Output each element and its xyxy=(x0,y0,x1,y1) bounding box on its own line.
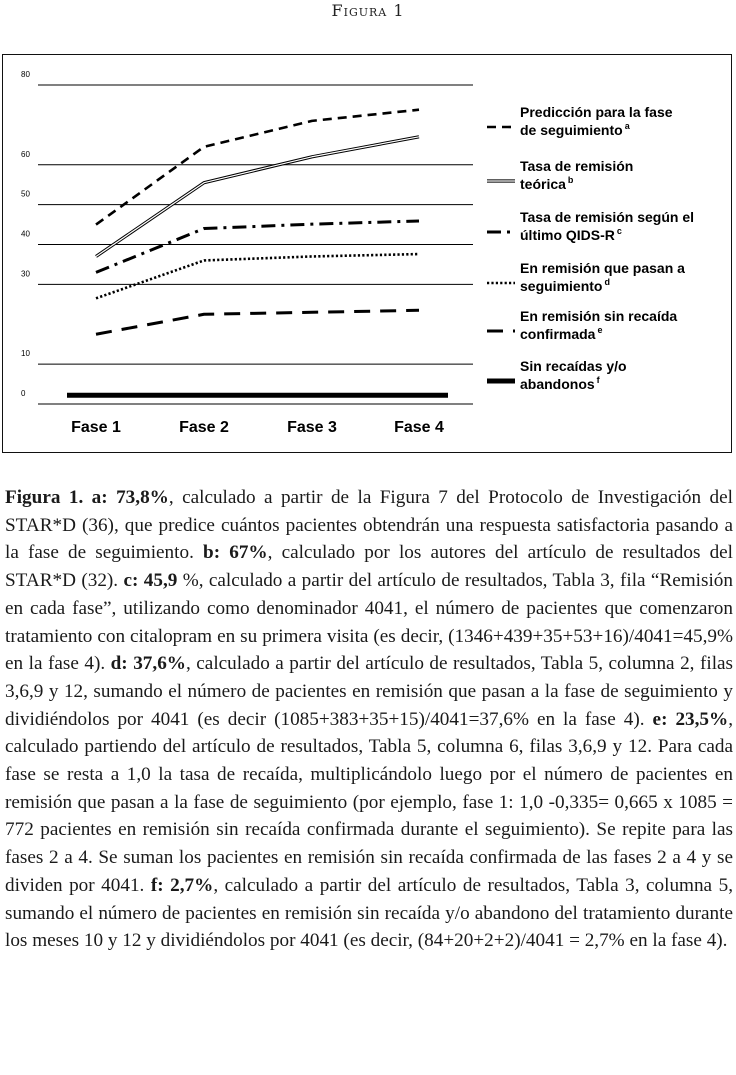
caption-text: , calculado partiendo del artículo de resultados, Tabla 5, columna 6, filas 3,6,9 y 12. Para cada fase se resta a 1,0 la tasa de recaída, multiplicándolo luego por el número de pacientes en remisión que pasan a la fase de seguimiento (por ejemplo, fase 1: 1,0 -0,335= 0,665 x 1085 = 772 pacientes en remisión sin recaída confirmada durante el seguimiento). Se repite para las fases 2 a 4. Se suman los pacientes en remisión sin recaída confirmada de las fases 2 a 4 y se dividen por 4041. xyxy=(5,708,734,896)
legend-label: teórica $^b$ xyxy=(520,175,574,192)
caption-text: %, calculado a partir del artículo de resultados, Tabla 3, fila “Remisión en cada fase”, utilizando como denominador 4041, el número de pacientes que comenzaron tratamiento con citalopram en su primera visita (es decir, (1346+439+35+53+16)/4041=45,9% en la fase 4). xyxy=(5,570,733,675)
caption-text: , calculado por los autores del artículo de resultados del STAR*D (32). xyxy=(5,542,734,592)
legend-superscript: e xyxy=(597,325,603,335)
series-line-4 xyxy=(96,254,419,298)
legend-label: En remisión sin recaída xyxy=(520,308,678,324)
series-line-1 xyxy=(96,110,419,225)
legend-label: último QIDS-R $^c$ xyxy=(520,226,622,243)
figure-caption xyxy=(5,484,733,955)
legend-label: Tasa de remisión según el xyxy=(520,209,695,225)
legend-superscript: f xyxy=(596,375,600,385)
y-tick-label: 10 xyxy=(21,349,30,359)
legend-superscript: b xyxy=(567,175,574,185)
legend-label: Sin recaídas y/o xyxy=(520,358,627,374)
series-line-3 xyxy=(96,221,419,272)
legend-label: abandonos $^f$ xyxy=(520,375,600,392)
legend-label: confirmada $^e$ xyxy=(520,325,603,342)
y-tick-label: 40 xyxy=(21,229,30,239)
caption-key-value: e: 23,5% xyxy=(652,708,729,730)
caption-key-value: f: 2,7% xyxy=(150,874,214,896)
x-tick-label: Fase 3 xyxy=(287,419,337,436)
caption-key-value: d: 37,6% xyxy=(110,653,186,675)
y-tick-label: 30 xyxy=(21,269,30,279)
legend-label: seguimiento $^d$ xyxy=(520,277,610,294)
caption-text: , calculado a partir del artículo de resultados, Tabla 3, columna 5, sumando el número de pacientes en remisión sin recaída y/o abandono del tratamiento durante los meses 10 y 12 y dividiéndolos por 4041 (es decir, (84+20+2+2)/4041 = 2,7% en la fase 4). xyxy=(5,874,733,952)
legend-superscript: a xyxy=(624,121,630,131)
figure-title: Figura 1 xyxy=(331,1,405,20)
caption-text: , calculado a partir de la Figura 7 del Protocolo de Investigación del STAR*D (36), que predice cuántos pacientes obtendrán una respuesta satisfactoria pasando a la fase de seguimiento. xyxy=(5,487,733,564)
legend-label: Predicción para la fase xyxy=(520,104,673,120)
caption-text: , calculado a partir del artículo de resultados, Tabla 5, columna 2, filas 3,6,9 y 12, sumando el número de pacientes en remisión que pasan a la fase de seguimiento y dividiéndolos por 4041 (es decir (1085+383+35+15)/4041=37,6% en la fase 4). xyxy=(5,653,734,730)
legend-label: En remisión que pasan a xyxy=(520,260,685,276)
legend-label: Tasa de remisión xyxy=(520,158,634,174)
y-tick-label: 60 xyxy=(21,149,30,159)
caption-key-value: c: 45,9 xyxy=(123,570,178,592)
legend-superscript: c xyxy=(616,226,622,236)
x-tick-label: Fase 2 xyxy=(179,419,229,436)
line-chart xyxy=(3,55,730,451)
chart-frame xyxy=(2,54,732,453)
x-tick-label: Fase 4 xyxy=(394,419,444,436)
y-tick-label: 80 xyxy=(21,70,30,79)
series-line-5 xyxy=(96,310,419,334)
caption-key-value: b: 67% xyxy=(203,542,268,564)
legend-superscript: d xyxy=(604,277,610,287)
series-line-2-inner xyxy=(96,137,419,257)
y-tick-label: 50 xyxy=(21,189,30,199)
legend-label: de seguimiento $^a$ xyxy=(520,121,630,138)
caption-key-value: Figura 1. a: 73,8% xyxy=(5,487,169,508)
series-line-2 xyxy=(96,137,419,257)
y-tick-label: 0 xyxy=(21,389,26,398)
x-tick-label: Fase 1 xyxy=(71,419,121,436)
